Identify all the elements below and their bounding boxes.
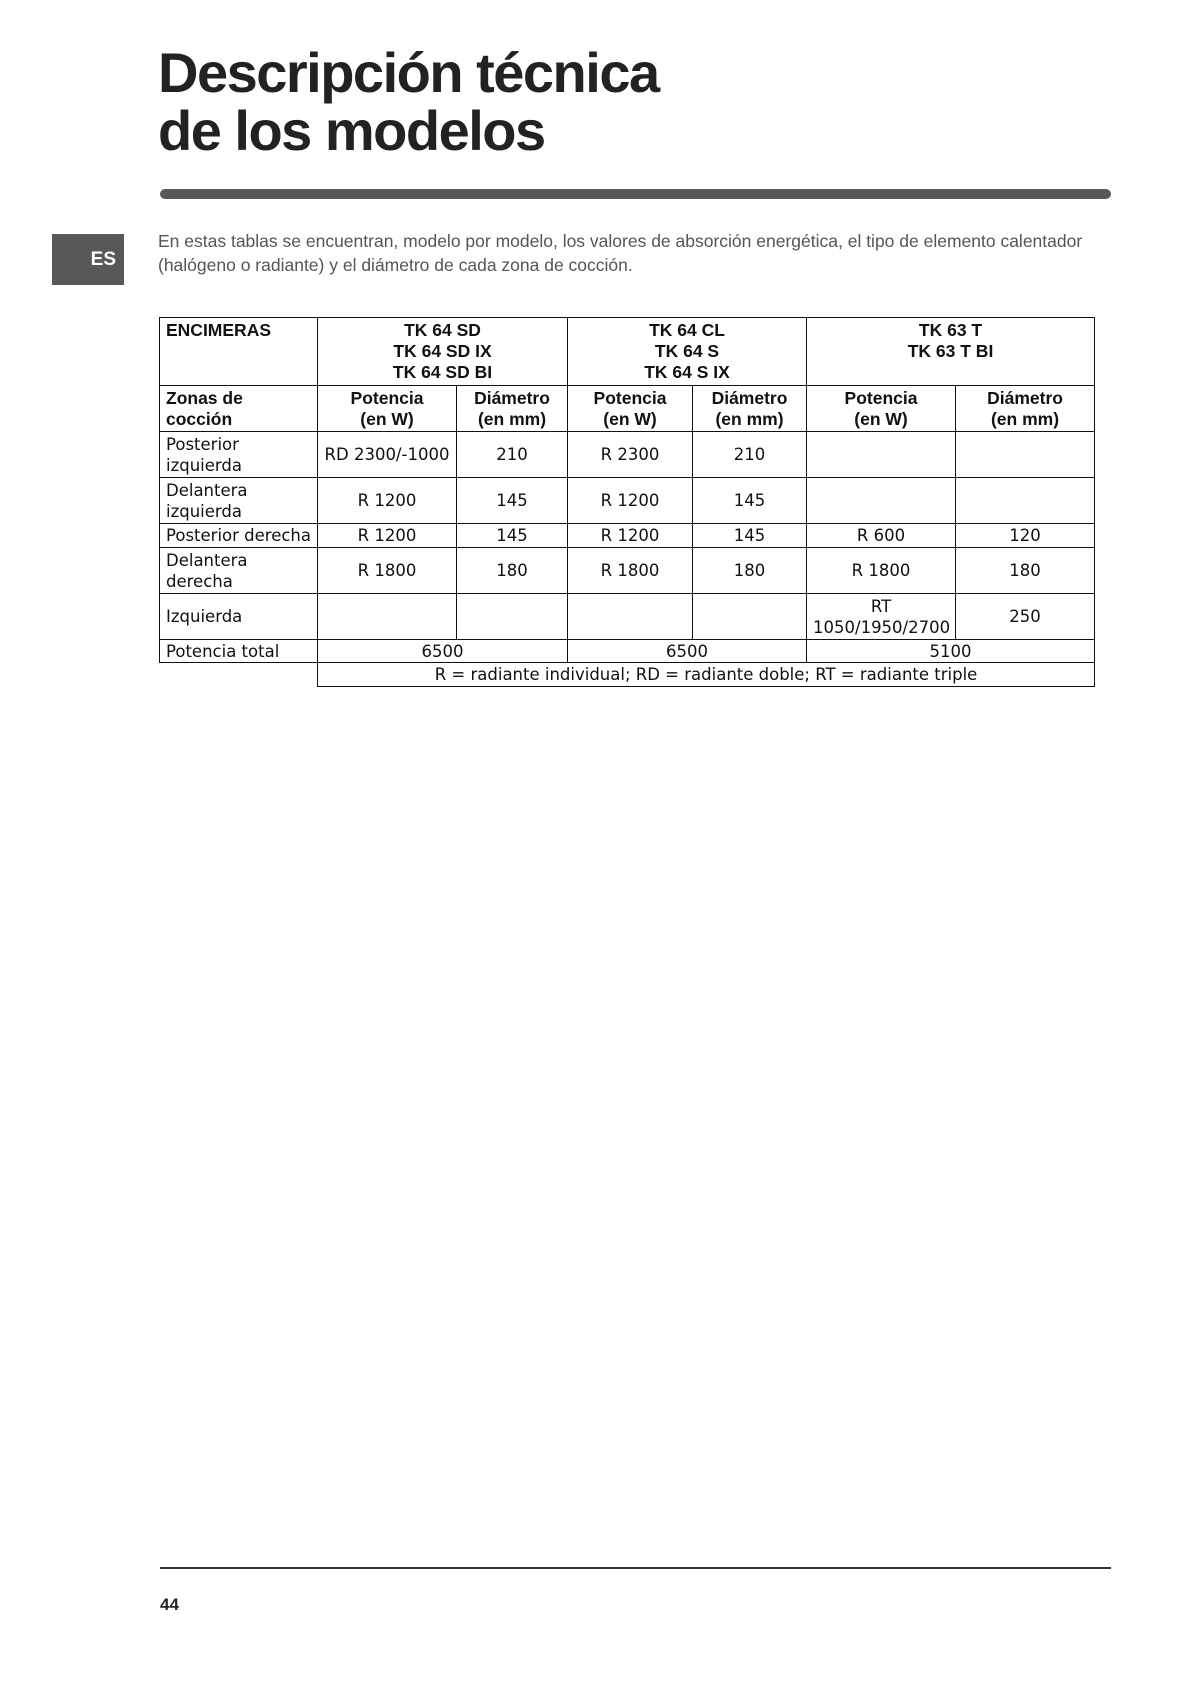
table-cell [956, 478, 1095, 524]
page-number: 44 [160, 1595, 179, 1614]
header-line: Diámetro [711, 387, 788, 408]
legend-row [160, 663, 1095, 687]
header-line: (en W) [603, 408, 657, 429]
header-line: (en W) [854, 408, 908, 429]
zone-label: Delantera derecha [160, 548, 318, 594]
model-group-header [318, 318, 568, 386]
legend-cell: R = radiante individual; RD = radiante doble; RT = radiante triple [318, 663, 1095, 687]
table-row [160, 478, 1095, 524]
diameter-header [956, 386, 1095, 432]
table-cell [807, 432, 956, 478]
model-name: TK 63 T [918, 320, 983, 340]
table-cell: 180 [457, 548, 568, 594]
table-cell: RD 2300/-1000 [318, 432, 457, 478]
table-cell: R 2300 [568, 432, 693, 478]
spec-table [159, 317, 1095, 687]
model-name: TK 63 T BI [907, 341, 994, 361]
corner-header: ENCIMERAS [160, 318, 318, 386]
header-line: (en mm) [990, 408, 1060, 429]
total-row [160, 640, 1095, 663]
header-line: (en mm) [477, 408, 547, 429]
title-divider [160, 189, 1111, 199]
header-line: Potencia [593, 387, 667, 408]
header-line: Zonas de [166, 387, 243, 408]
power-header [568, 386, 693, 432]
model-name: TK 64 S IX [644, 362, 730, 382]
footer-divider [160, 1567, 1111, 1569]
table-cell: 145 [693, 478, 807, 524]
diameter-header [693, 386, 807, 432]
header-line: (en mm) [715, 408, 784, 429]
model-name: TK 64 CL [649, 320, 725, 340]
title-line-1: Descripción técnica [158, 41, 659, 104]
title-line-2: de los modelos [158, 99, 545, 162]
table-cell: R 1800 [318, 548, 457, 594]
total-label: Potencia total [160, 640, 318, 663]
table-cell: R 1800 [807, 548, 956, 594]
table-cell [956, 432, 1095, 478]
table-cell [807, 478, 956, 524]
table-subheader-row [160, 386, 1095, 432]
model-name: TK 64 SD IX [393, 341, 492, 361]
table-cell [693, 594, 807, 640]
model-group-header [807, 318, 1095, 386]
table-cell: R 600 [807, 524, 956, 548]
model-name: TK 64 SD BI [392, 362, 493, 382]
header-line: Potencia [844, 387, 918, 408]
total-cell: 5100 [807, 640, 1095, 663]
table-header-row [160, 318, 1095, 386]
model-group-header [568, 318, 807, 386]
table-cell [457, 594, 568, 640]
table-cell: R 1200 [568, 524, 693, 548]
table-row [160, 548, 1095, 594]
header-line: Diámetro [987, 387, 1063, 408]
table-cell [318, 594, 457, 640]
table-cell: 145 [457, 524, 568, 548]
model-name: TK 64 SD [404, 320, 481, 340]
language-tab: ES [52, 234, 124, 285]
power-header [318, 386, 457, 432]
zone-label: Posterior izquierda [160, 432, 318, 478]
table-cell: 180 [693, 548, 807, 594]
zone-label: Posterior derecha [160, 524, 318, 548]
table-row [160, 524, 1095, 548]
table-cell: R 1200 [568, 478, 693, 524]
zone-label: Izquierda [160, 594, 318, 640]
table-cell: 210 [693, 432, 807, 478]
table-cell: RT 1050/1950/2700 [807, 594, 956, 640]
table-cell: 120 [956, 524, 1095, 548]
table-row [160, 594, 1095, 640]
table-cell [568, 594, 693, 640]
empty-cell [160, 663, 318, 687]
zones-header [160, 386, 318, 432]
table-cell: 250 [956, 594, 1095, 640]
header-line: cocción [166, 408, 233, 429]
table-cell: 145 [693, 524, 807, 548]
table-cell: R 1800 [568, 548, 693, 594]
table-cell: 210 [457, 432, 568, 478]
header-line: (en W) [360, 408, 414, 429]
page-title [158, 41, 659, 162]
model-name: TK 64 S [654, 341, 720, 361]
power-header [807, 386, 956, 432]
table-row [160, 432, 1095, 478]
diameter-header [457, 386, 568, 432]
header-line: Potencia [350, 387, 424, 408]
table-cell: 180 [956, 548, 1095, 594]
zone-label: Delantera izquierda [160, 478, 318, 524]
intro-paragraph: En estas tablas se encuentran, modelo por modelo, los valores de absorción energética, el tipo de elemento calentador (halógeno o radiante) y el diámetro de cada zona de cocción. [158, 231, 1083, 275]
table-cell: R 1200 [318, 478, 457, 524]
header-line: Diámetro [474, 387, 550, 408]
table-cell: R 1200 [318, 524, 457, 548]
total-cell: 6500 [568, 640, 807, 663]
total-cell: 6500 [318, 640, 568, 663]
table-cell: 145 [457, 478, 568, 524]
